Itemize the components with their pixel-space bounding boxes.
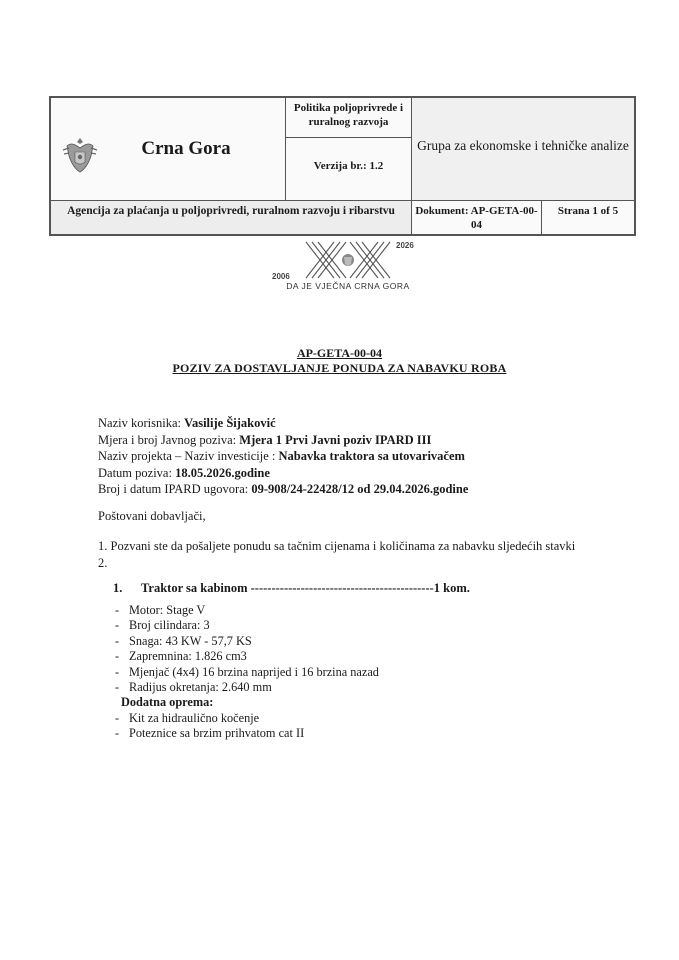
logo-year-end: 2026 [396, 241, 414, 250]
list-item: - Broj cilindara: 3 [115, 618, 210, 633]
logo-year-start: 2006 [272, 272, 290, 281]
info-line [98, 448, 468, 465]
header-country-cell [51, 98, 286, 200]
info-label: Naziv korisnika: [98, 416, 185, 430]
item-name: Traktor sa kabinom [141, 581, 248, 595]
info-block [98, 415, 468, 498]
info-label: Naziv projekta – Naziv investicije : [98, 449, 279, 463]
list-item: - Snaga: 43 KW - 57,7 KS [115, 633, 252, 648]
info-value: 09-908/24-22428/12 od 29.04.2026.godine [251, 482, 469, 496]
extras-title: Dodatna oprema: [121, 695, 214, 710]
header-agency-cell: Agencija za plaćanja u poljoprivredi, ruralnom razvoju i ribarstvu [51, 200, 412, 234]
list-item: - Zapremnina: 1.826 cm3 [115, 649, 247, 664]
info-value: Nabavka traktora sa utovarivačem [278, 449, 465, 463]
info-line [98, 465, 468, 482]
info-value: Mjera 1 Prvi Javni poziv IPARD III [239, 432, 432, 447]
spec-text: Motor: Stage V [129, 603, 206, 617]
paragraph [98, 538, 575, 572]
header-version-cell: Verzija br.: 1.2 [286, 138, 412, 200]
list-item: - Radijus okretanja: 2.640 mm [115, 680, 272, 695]
info-label: Datum poziva: [98, 465, 176, 480]
spec-text: Radijus okretanja: 2.640 mm [129, 680, 272, 695]
list-item: - Motor: Stage V [115, 603, 206, 617]
extra-text: Poteznice sa brzim prihvatom cat II [129, 726, 305, 741]
paragraph-line-1: 1. Pozvani ste da pošaljete ponudu sa tačnim cijenama i količinama za nabavku sljedećih stavki [98, 539, 576, 553]
item-number: 1. [113, 581, 123, 595]
header-page-cell: Strana 1 of 5 [542, 200, 634, 234]
greeting: Poštovani dobavljači, [98, 509, 206, 523]
spec-text: Mjenjač (4x4) 16 brzina naprijed i 16 brzina nazad [129, 664, 379, 679]
list-item: - Poteznice sa brzim prihvatom cat II [115, 726, 305, 741]
header-group-cell: Grupa za ekonomske i tehničke analize [412, 98, 634, 200]
spec-text: Zapremnina: 1.826 cm3 [129, 649, 247, 664]
document-title: POZIV ZA DOSTAVLJANJE PONUDA ZA NABAVKU ROBA [172, 361, 507, 375]
spec-text: Snaga: 43 KW - 57,7 KS [129, 633, 252, 648]
paragraph-line-2: 2. [98, 556, 108, 570]
country-name: Crna Gora [141, 138, 231, 159]
info-label: Mjera i broj Javnog poziva: [98, 432, 240, 447]
info-value: 18.05.2026.godine [175, 465, 270, 480]
extra-text: Kit za hidraulično kočenje [129, 710, 260, 725]
info-value: Vasilije Šijaković [184, 416, 276, 430]
spec-list [115, 603, 379, 742]
info-line [98, 481, 468, 498]
anniversary-logo [268, 238, 428, 298]
info-line [98, 415, 468, 432]
document-code: AP-GETA-00-04 [296, 346, 383, 360]
info-line [98, 432, 468, 449]
list-item: - Kit za hidraulično kočenje [115, 710, 260, 725]
item-heading [113, 581, 470, 596]
list-item: - Mjenjač (4x4) 16 brzina naprijed i 16 brzina nazad [115, 664, 379, 679]
header-document-cell: Dokument: AP-GETA-00-04 [412, 200, 542, 234]
coat-of-arms-icon [61, 134, 99, 174]
info-label: Broj i datum IPARD ugovora: [98, 482, 252, 496]
item-dashes: -------------------------------------------- [250, 581, 434, 595]
header-policy-cell: Politika poljoprivrede i ruralnog razvoja [286, 98, 412, 138]
spec-text: Broj cilindara: 3 [129, 618, 210, 633]
header-table [49, 96, 636, 236]
item-quantity: 1 kom. [433, 581, 470, 595]
logo-motto: DA JE VJEČNA CRNA GORA [286, 281, 410, 291]
